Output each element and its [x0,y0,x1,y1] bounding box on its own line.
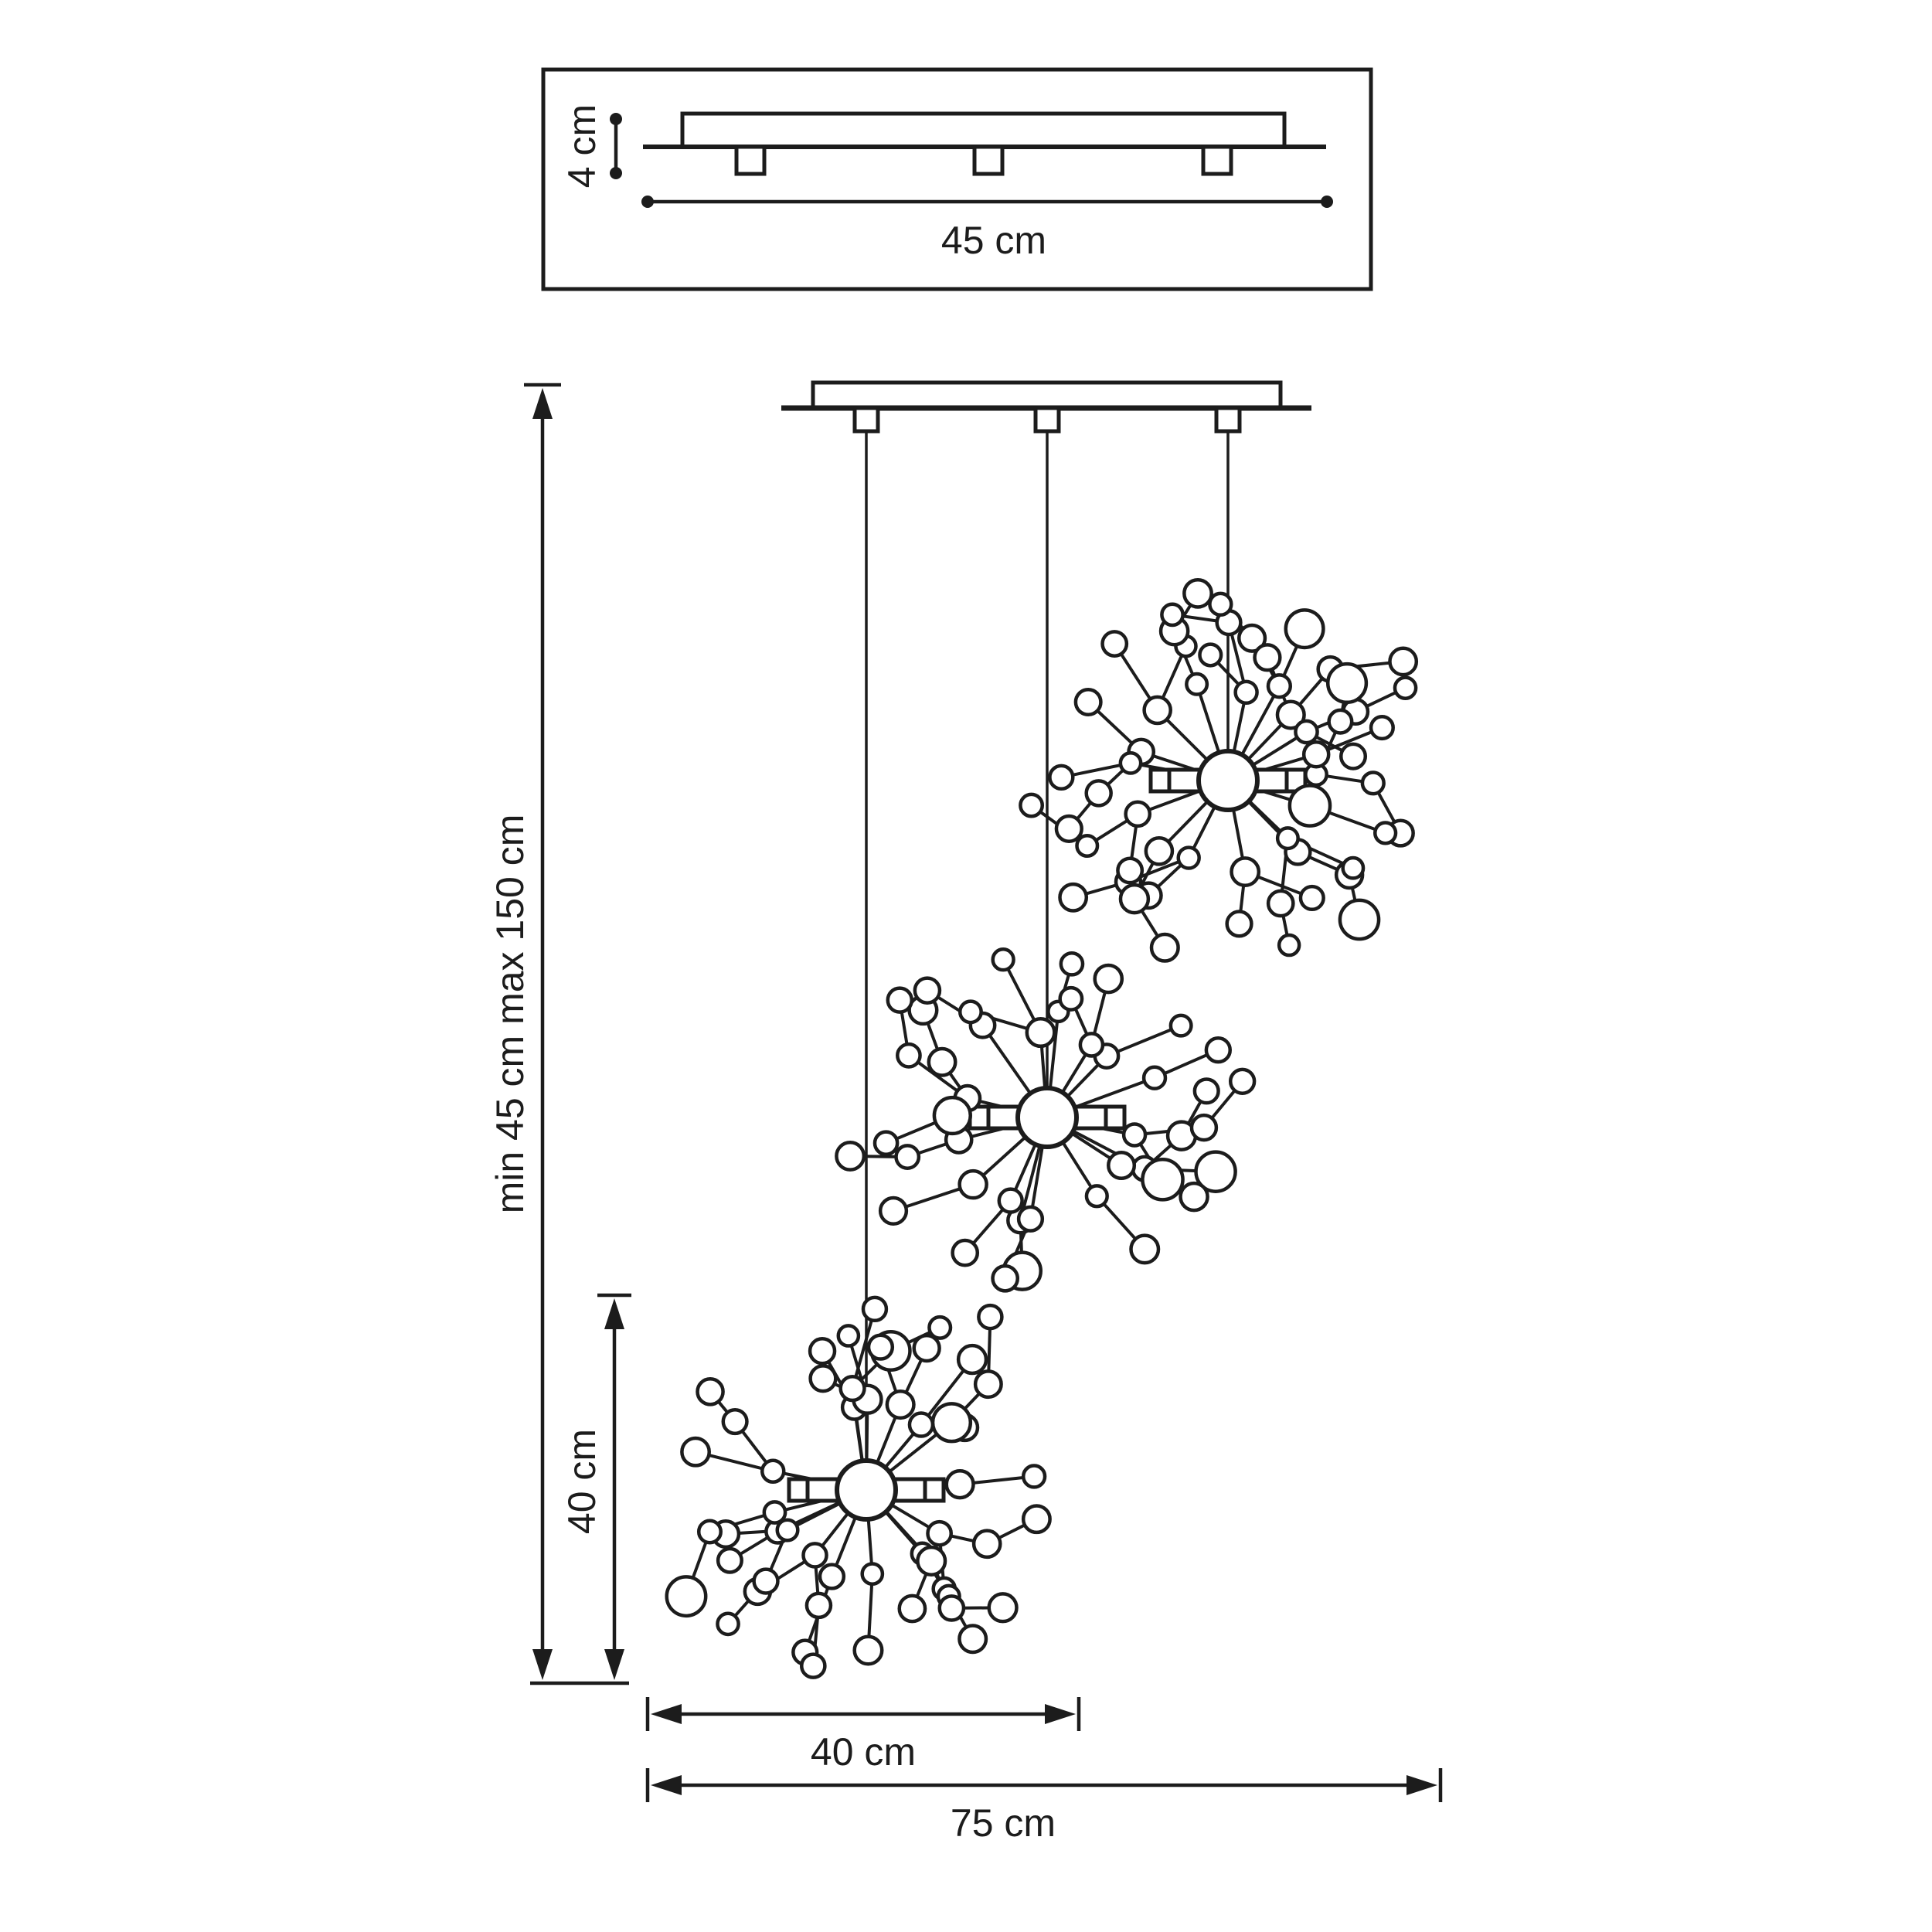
bulb-node [1171,1015,1192,1036]
bulb-node [1151,934,1179,961]
bulb-node [958,1345,986,1373]
bulb-node [717,1614,738,1634]
front-view [667,383,1417,1678]
dim-total-height [488,385,561,1680]
bulb-node [1179,848,1199,869]
bulb-node [993,949,1014,970]
bulb-node [1328,664,1366,702]
bulb-node [960,1171,987,1198]
bulb-node [1126,802,1150,826]
dim-canopy-height [560,104,622,188]
bulb-node [1232,858,1259,885]
canopy-tab-3 [1203,147,1231,174]
bulb-node [953,1240,978,1265]
canopy-tab-1 [736,147,764,174]
dim-cluster-height [560,1295,631,1680]
bulb-node [927,1522,951,1545]
bulb-node [1255,645,1281,670]
cluster-core [837,1461,896,1519]
bulb-node [896,1145,919,1168]
bulb-node [1060,884,1086,910]
dim-dot [641,196,654,208]
dim-dot [1321,196,1333,208]
bulb-node [1375,823,1396,844]
bulb-node [1195,1079,1219,1103]
bulb-node [1144,1067,1165,1089]
bulb-node [880,1198,906,1224]
bulb-node [900,1596,925,1621]
bulb-node [917,1547,945,1575]
bulb-node [1095,965,1122,992]
bulb-node [910,1413,933,1437]
bulb-node [1277,828,1298,849]
bulb-node [1117,859,1141,883]
bulb-node [1181,1183,1208,1210]
suspension-wires [866,431,1228,1490]
bulb-node [1362,772,1384,794]
bulb-node [1020,794,1042,816]
bulb-node [1077,835,1097,856]
bulb-node [801,1655,825,1678]
light-clusters [667,580,1417,1677]
bulb-node [1146,838,1172,864]
bulb-node [862,1563,883,1583]
bulb-node [1268,675,1291,697]
bulb-node [1341,744,1366,769]
bulb-node [869,1335,893,1359]
bulb-node [1227,912,1252,937]
dim-cluster-width [648,1697,1079,1774]
bulb-node [1301,886,1324,910]
bulb-node [1192,1115,1216,1140]
bulb-node [960,1002,981,1022]
bulb-node [947,1471,974,1498]
bulb-node [855,1637,883,1665]
bulb-node [1080,1033,1103,1056]
bulb-node [993,1266,1018,1291]
bulb-node [841,1376,865,1400]
bulb-node [1329,710,1352,733]
bulb-node [1268,891,1293,916]
bulb-node [887,1391,914,1418]
bulb-node [718,1549,742,1573]
bulb-node [754,1570,778,1594]
bulb-node [1145,697,1171,723]
bulb-node [1027,1019,1055,1046]
bulb-node [974,1531,1000,1557]
bulb-node [1087,781,1111,805]
bulb-node [1343,858,1363,878]
bulb-node [1230,1070,1254,1094]
bulb-node [1206,1038,1230,1062]
bulb-node [863,1298,886,1321]
bulb-node [1061,953,1083,975]
bulb-node [1056,816,1082,842]
canopy-plate-front [813,383,1281,407]
pendant-cluster-1 [1020,580,1416,961]
bulb-node [875,1132,897,1155]
bulb-node [989,1594,1017,1621]
bulb-node [667,1577,706,1615]
pendant-cluster-3 [667,1298,1050,1678]
bulb-node [836,1142,863,1169]
bulb-node [1087,1185,1107,1206]
total-height-label: min 45 cm max 150 cm [488,814,532,1214]
cluster-core [1199,751,1257,810]
bulb-node [999,1189,1022,1213]
canopy-tab-2 [975,147,1002,174]
canopy-plate-top-view [682,114,1284,147]
top-view-panel [543,70,1371,289]
bulb-node [1304,742,1328,767]
arrow-down-icon [604,1649,624,1680]
bulb-node [1142,1159,1182,1199]
bulb-node [897,1044,920,1066]
wire-connector-2 [1036,408,1059,431]
bulb-node [1023,1466,1045,1488]
bulb-node [940,1596,964,1620]
bulb-node [1121,885,1148,913]
bulb-node [1184,580,1211,607]
bulb-node [1236,682,1257,703]
bulb-node [820,1565,844,1589]
bulb-node [1103,631,1127,655]
total-width-label: 75 cm [950,1801,1056,1845]
dim-dot [610,167,622,179]
bulb-node [1124,1124,1145,1145]
bulb-node [1340,900,1379,939]
bulb-node [762,1461,784,1482]
bulb-node [1395,678,1416,699]
ceiling-canopy-front [781,383,1311,431]
bulb-node [682,1438,709,1465]
bulb-node [1076,689,1101,715]
pendant-cluster-2 [836,949,1254,1291]
bulb-node [838,1325,859,1345]
dim-canopy-width [641,196,1333,262]
bulb-node [914,1335,940,1361]
bulb-node [915,978,940,1003]
bulb-node [1060,988,1082,1009]
bulb-node [723,1410,747,1434]
bulb-node [1290,785,1330,825]
cluster-core [1018,1088,1077,1147]
bulb-node [698,1379,723,1404]
bulb-node [811,1366,836,1391]
bulb-node [1186,674,1207,695]
bulb-node [807,1594,831,1617]
wire-connector-1 [855,408,878,431]
bulb-node [929,1049,955,1075]
bulb-node [933,1403,971,1441]
bulb-node [934,1097,971,1134]
bulb-node [1286,610,1324,648]
bulb-node [1209,594,1231,615]
cluster-width-label: 40 cm [810,1730,917,1774]
arrow-down-icon [532,1649,553,1680]
canopy-width-label: 45 cm [940,219,1047,262]
bulb-node [810,1338,835,1363]
canopy-height-label: 4 cm [560,104,604,189]
cluster-height-label: 40 cm [560,1428,604,1535]
bulb-node [959,1625,986,1652]
bulb-node [1131,1236,1158,1264]
bulb-node [803,1543,826,1566]
bulb-node [1108,1152,1134,1179]
bulb-node [1199,645,1221,666]
bulb-node [1279,935,1299,955]
bulb-node [975,1371,1001,1396]
wire-connector-3 [1216,408,1240,431]
bulb-node [699,1521,721,1543]
bulb-node [1019,1207,1043,1231]
bulb-node [1389,648,1416,675]
bulb-node [1121,753,1141,773]
dim-total-width [648,1768,1440,1845]
bulb-node [764,1502,785,1522]
bulb-node [1023,1505,1049,1532]
bulb-node [888,988,912,1012]
bulb-node [978,1305,1002,1328]
bulb-node [1162,604,1182,625]
dim-dot [610,113,622,125]
bulb-node [1049,766,1073,789]
bulb-node [1371,716,1393,739]
bulb-node [1295,721,1317,743]
